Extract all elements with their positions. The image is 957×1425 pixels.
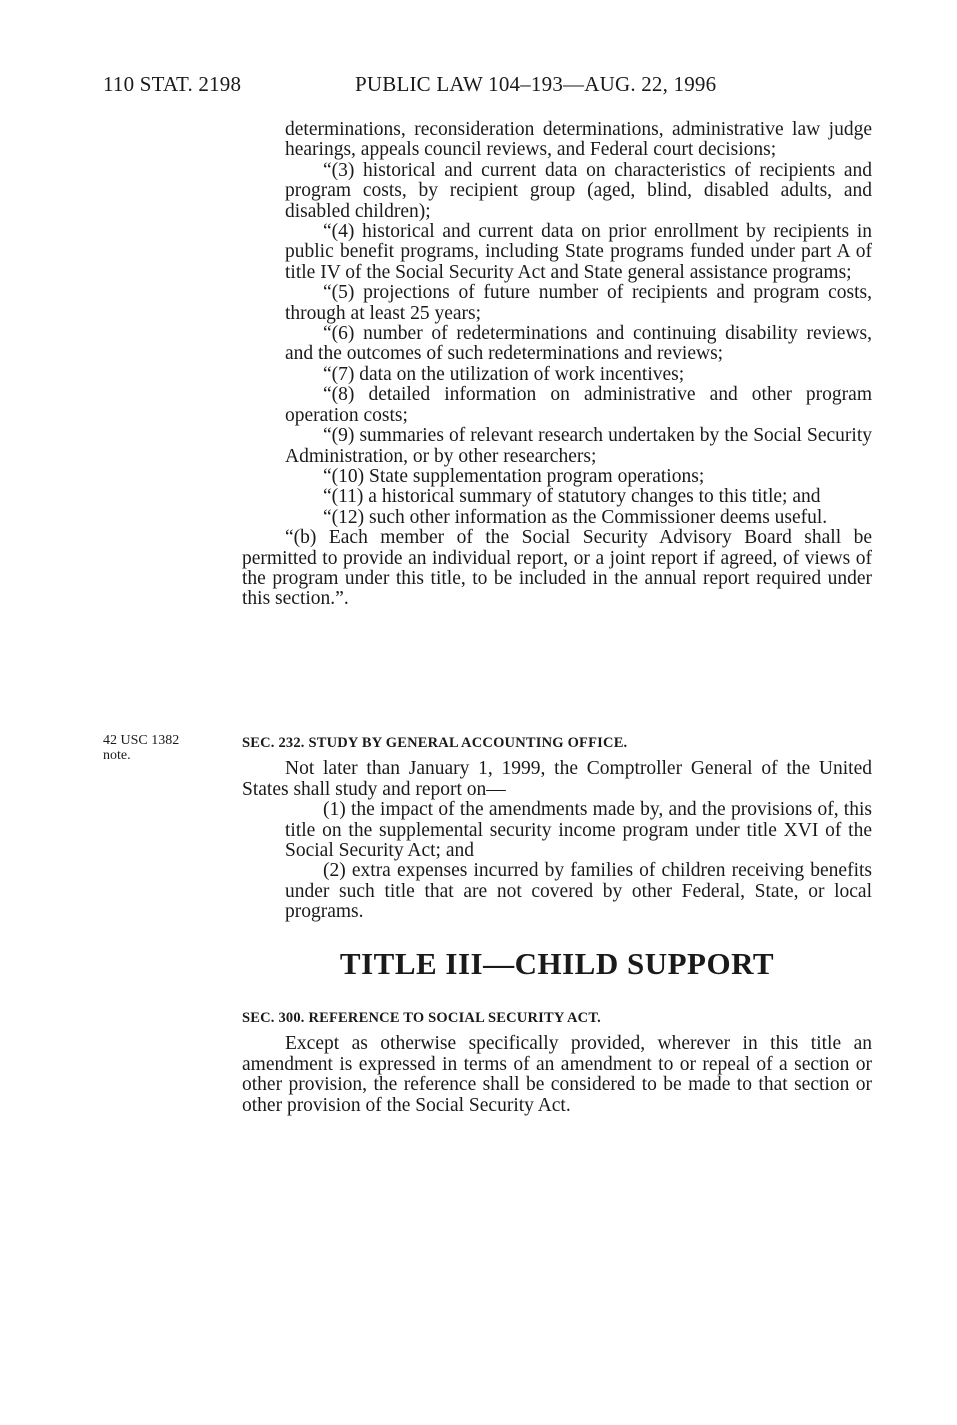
margin-note-usc: 42 USC 1382	[103, 733, 180, 748]
report-item-7: “(7) data on the utilization of work incentives;	[323, 363, 685, 385]
sec-232-item-1: (1) the impact of the amendments made by, and the provisions of, this title on the supplemental security income program under title XVI of the Social Security Act; and	[285, 799, 872, 862]
report-item-11: “(11) a historical summary of statutory changes to this title; and	[323, 486, 821, 508]
continuation-block	[242, 120, 872, 161]
paragraph-b: “(b) Each member of the Social Security Advisory Board shall be permitted to provide an individual report, or a joint report if agreed, of views of the program under this title, to be included in the annual report required under this section.”.	[242, 527, 872, 610]
title-heading: TITLE III—CHILD SUPPORT	[339, 946, 775, 981]
sec-232-intro: Not later than January 1, 1999, the Comptroller General of the United States shall study and report on—	[242, 758, 872, 800]
report-item-12: “(12) such other information as the Commissioner deems useful.	[323, 506, 828, 528]
report-item-5: “(5) projections of future number of recipients and program costs, through at least 25 years;	[285, 282, 872, 324]
report-item-3: “(3) historical and current data on characteristics of recipients and program costs, by recipient group (aged, blind, disabled adults, and disabled children);	[285, 159, 872, 222]
report-items-list	[242, 161, 872, 528]
top-section	[242, 120, 872, 610]
margin-note	[103, 733, 179, 763]
report-item-10: “(10) State supplementation program operations;	[323, 465, 705, 487]
sec-232-items	[242, 800, 872, 922]
margin-note-note: note.	[103, 748, 131, 763]
section-232	[242, 733, 872, 923]
sec-232-item-2: (2) extra expenses incurred by families of children receiving benefits under such title that are not covered by other Federal, State, or local programs.	[285, 860, 872, 923]
stat-citation: 110 STAT. 2198	[103, 72, 242, 96]
public-law-citation: PUBLIC LAW 104–193—AUG. 22, 1996	[355, 72, 717, 96]
report-item-8: “(8) detailed information on administrative and other program operation costs;	[285, 384, 872, 426]
sec-300-body: Except as otherwise specifically provided, wherever in this title an amendment is expressed in terms of an amendment to or repeal of a section or other provision, the reference shall be considered to be made to that section or other provision of the Social Security Act.	[242, 1033, 872, 1116]
report-item-4: “(4) historical and current data on prior enrollment by recipients in public benefit programs, including State programs funded under part A of title IV of the Social Security Act and State general assistance programs;	[285, 221, 872, 283]
report-item-9: “(9) summaries of relevant research undertaken by the Social Security Administration, or by other researchers;	[285, 425, 872, 467]
sec-300-heading: SEC. 300. REFERENCE TO SOCIAL SECURITY ACT.	[242, 1010, 601, 1026]
sec-232-heading: SEC. 232. STUDY BY GENERAL ACCOUNTING OFFICE.	[242, 735, 628, 751]
section-300	[242, 1008, 872, 1116]
continuation-text: determinations, reconsideration determinations, administrative law judge hearings, appeals council reviews, and Federal court decisions;	[285, 119, 872, 161]
report-item-6: “(6) number of redeterminations and continuing disability reviews, and the outcomes of such redeterminations and reviews;	[285, 323, 872, 365]
